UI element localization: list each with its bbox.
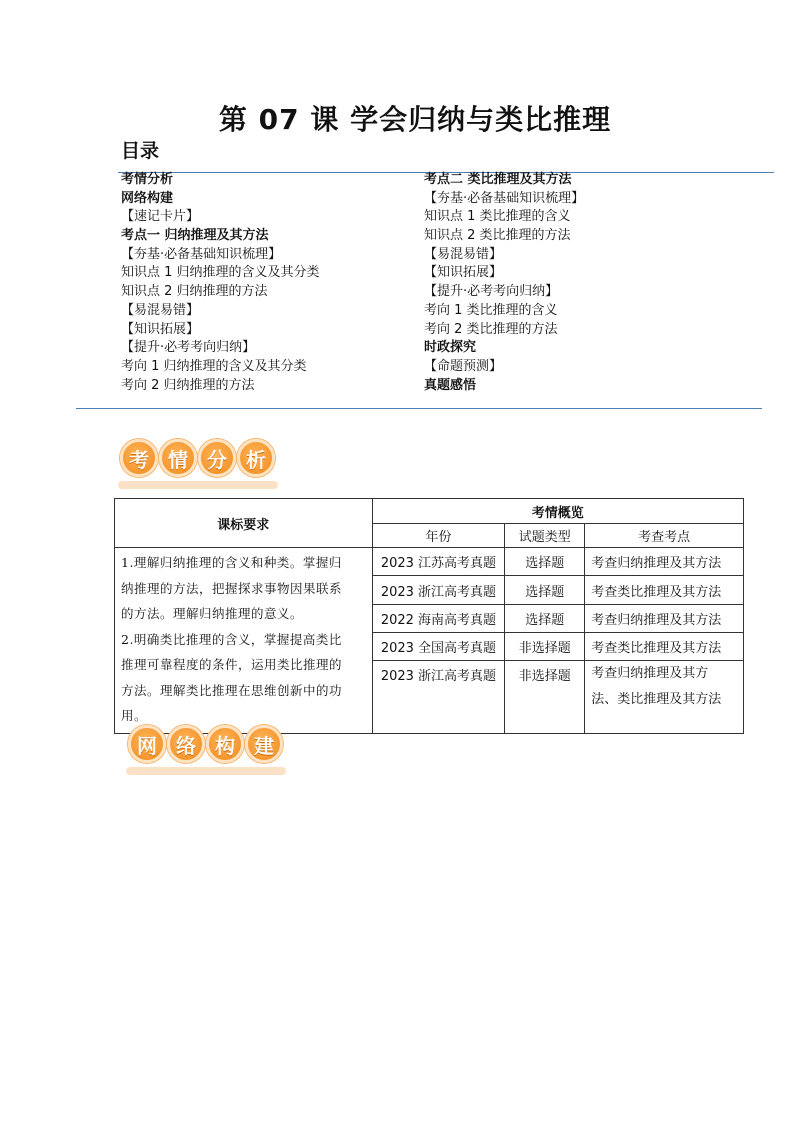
- sub-header-year: 年份: [372, 524, 505, 548]
- toc-item[interactable]: 考向 2 类比推理的方法: [424, 321, 558, 337]
- row-type: 选择题: [505, 604, 585, 632]
- row-point: 考查归纳推理及其方法: [585, 548, 744, 576]
- toc-item[interactable]: 【易混易错】: [424, 246, 503, 262]
- page-title: 第 07 课 学会归纳与类比推理: [218, 103, 612, 136]
- toc-item[interactable]: 考情分析: [121, 172, 174, 187]
- toc-left-column: [121, 171, 320, 395]
- row-year: 2022 海南高考真题: [372, 604, 505, 632]
- toc-item[interactable]: 【知识拓展】: [121, 321, 200, 337]
- toc-item[interactable]: 【夯基·必备基础知识梳理】: [121, 246, 282, 262]
- toc-item[interactable]: 时政探究: [424, 340, 477, 356]
- toc-item[interactable]: 真题感悟: [424, 377, 477, 393]
- row-year: 2023 浙江高考真题: [372, 576, 505, 604]
- section-badge-analysis: [120, 439, 275, 477]
- toc-item[interactable]: 【提升·必考考向归纳】: [424, 284, 559, 300]
- row-point: 考查类比推理及其方法: [585, 576, 744, 604]
- row-year: 2023 浙江高考真题: [372, 661, 505, 733]
- row-point-line: 考查归纳推理及其方: [591, 666, 709, 682]
- row-type: 非选择题: [505, 633, 585, 661]
- badge-char: 建: [245, 725, 283, 763]
- toc-bottom-divider: [76, 408, 762, 409]
- toc-item[interactable]: 考向 1 归纳推理的含义及其分类: [121, 358, 307, 374]
- toc-item[interactable]: 【知识拓展】: [424, 265, 503, 281]
- row-type: 选择题: [505, 576, 585, 604]
- requirement-line: 1.理解归纳推理的含义和种类。掌握归: [121, 555, 342, 570]
- badge-char: 络: [167, 725, 205, 763]
- toc-item[interactable]: 知识点 2 类比推理的方法: [424, 228, 571, 244]
- toc-item[interactable]: 【易混易错】: [121, 302, 200, 318]
- row-point: 考查类比推理及其方法: [585, 633, 744, 661]
- col-overview-header: 考情概览: [372, 499, 743, 524]
- toc-item[interactable]: 知识点 1 归纳推理的含义及其分类: [121, 265, 320, 281]
- row-type: 非选择题: [505, 661, 585, 733]
- badge-char: 网: [128, 725, 166, 763]
- badge-shadow: [118, 481, 278, 489]
- badge-char: 析: [237, 439, 275, 477]
- toc-item[interactable]: 考点一 归纳推理及其方法: [121, 228, 269, 244]
- row-point-line: 法、类比推理及其方法: [591, 692, 722, 708]
- toc-item[interactable]: 【速记卡片】: [121, 209, 200, 225]
- toc-item[interactable]: 考向 2 归纳推理的方法: [121, 377, 255, 393]
- sub-header-type: 试题类型: [505, 524, 585, 548]
- toc-item[interactable]: 知识点 1 类比推理的含义: [424, 209, 571, 225]
- toc-item[interactable]: 【夯基·必备基础知识梳理】: [424, 190, 585, 206]
- row-point: [585, 661, 744, 733]
- requirement-line: 2.明确类比推理的含义，掌握提高类比: [121, 631, 342, 647]
- toc-item[interactable]: 【提升·必考考向归纳】: [121, 340, 256, 356]
- requirement-line: 推理可靠程度的条件，运用类比推理的: [121, 657, 343, 672]
- toc-item[interactable]: 考向 1 类比推理的含义: [424, 302, 558, 318]
- section-badge-network: [128, 725, 283, 763]
- requirement-line: 用。: [121, 708, 148, 723]
- exam-overview-table: [114, 498, 744, 734]
- requirement-line: 纳推理的方法，把握探求事物因果联系: [121, 580, 343, 596]
- row-type: 选择题: [505, 548, 585, 576]
- toc-right-column: [424, 171, 584, 395]
- badge-shadow: [126, 767, 286, 775]
- row-year: 2023 全国高考真题: [372, 633, 505, 661]
- toc-item[interactable]: 知识点 2 归纳推理的方法: [121, 284, 268, 300]
- sub-header-point: 考查考点: [585, 524, 744, 548]
- badge-char: 构: [206, 725, 244, 763]
- badge-char: 情: [159, 439, 197, 477]
- toc-item[interactable]: 考点二 类比推理及其方法: [424, 172, 572, 187]
- col-requirement-header: 课标要求: [115, 499, 373, 548]
- toc-item[interactable]: 网络构建: [121, 190, 174, 206]
- requirement-line: 方法。理解类比推理在思维创新中的功: [121, 682, 343, 698]
- requirement-text: [115, 548, 373, 734]
- row-point: 考查归纳推理及其方法: [585, 604, 744, 632]
- toc-heading: 目录: [121, 140, 160, 162]
- badge-char: 考: [120, 439, 158, 477]
- row-year: 2023 江苏高考真题: [372, 548, 505, 576]
- badge-char: 分: [198, 439, 236, 477]
- toc-item[interactable]: 【命题预测】: [424, 358, 503, 374]
- requirement-line: 的方法。理解归纳推理的意义。: [121, 606, 304, 621]
